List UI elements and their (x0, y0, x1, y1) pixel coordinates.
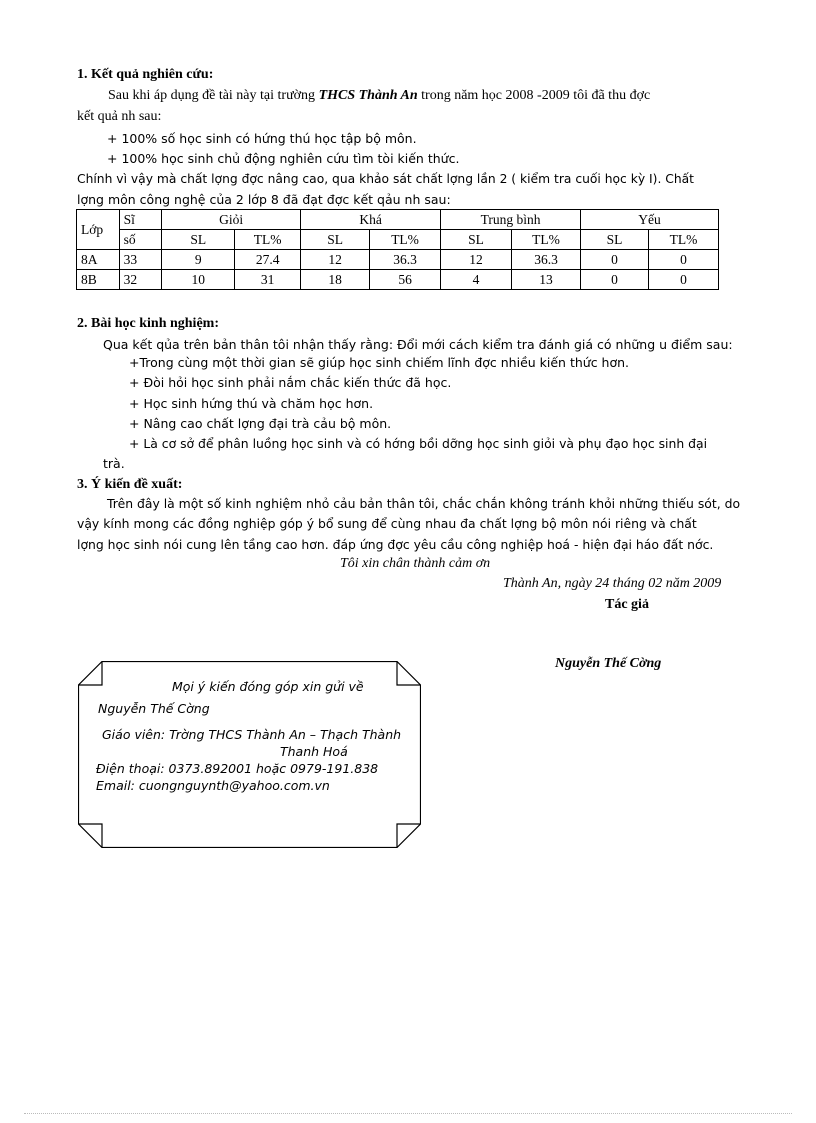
contact-phone: Điện thoại: 0373.892001 hoặc 0979-191.838 (96, 761, 379, 776)
cell-value: 56 (370, 270, 441, 290)
lesson-bullet-3: + Học sinh hứng thú và chăm học hơn. (129, 396, 374, 411)
author-label: Tác giả (605, 597, 649, 612)
contact-email[interactable]: Email: cuongnguynth@yahoo.com.vn (96, 778, 330, 793)
cell-si-so: 33 (119, 250, 162, 270)
result-bullet-2: + 100% học sinh chủ động nghiên cứu tìm tòi kiến thức. (107, 151, 460, 166)
contact-job-line1: Giáo viên: Trờng THCS Thành An – Thạch Thành (102, 727, 402, 742)
table-header-row-2 (77, 230, 719, 250)
cell-value: 0 (648, 250, 718, 270)
date-line: Thành An, ngày 24 tháng 02 năm 2009 (503, 576, 722, 591)
table-row (77, 270, 719, 290)
contact-title: Mọi ý kiến đóng góp xin gửi về (172, 679, 364, 694)
cell-value: 0 (648, 270, 718, 290)
cell-value: 10 (162, 270, 235, 290)
cell-value: 27.4 (235, 250, 301, 270)
header-lop: Lớp (77, 210, 120, 250)
contact-name: Nguyễn Thế Cờng (98, 701, 210, 716)
sub-header: TL% (370, 230, 441, 250)
table-header-row-1 (77, 210, 719, 230)
cell-value: 18 (301, 270, 370, 290)
p1-text-a: Sau khi áp dụng đề tài này tại trường (108, 88, 319, 103)
cell-value: 0 (581, 250, 649, 270)
lesson-bullet-1: +Trong cùng một thời gian sẽ giúp học sinh chiếm lĩnh đợc nhiều kiến thức hơn. (129, 355, 630, 370)
sub-header: SL (162, 230, 235, 250)
cell-lop: 8A (77, 250, 120, 270)
table-row (77, 250, 719, 270)
section-1-paragraph-line2: kết quả nh sau: (77, 109, 162, 124)
cell-si-so: 32 (119, 270, 162, 290)
contact-box (78, 661, 421, 848)
p1-text-b: trong năm học 2008 -2009 tôi đã thu đợc (417, 88, 651, 103)
cell-value: 36.3 (370, 250, 441, 270)
section-1-summary-line1: Chính vì vậy mà chất lợng đợc nâng cao, qua khảo sát chất lợng lần 2 ( kiểm tra cuối học kỳ I). Chất (77, 172, 695, 186)
header-trung-binh: Trung bình (441, 210, 581, 230)
thanks-line: Tôi xin chân thành cảm ơn (340, 556, 491, 571)
header-gioi: Giỏi (162, 210, 301, 230)
sub-header: SL (581, 230, 649, 250)
contact-job-line2: Thanh Hoá (280, 744, 348, 759)
cell-value: 36.3 (512, 250, 581, 270)
sub-header: SL (441, 230, 512, 250)
cell-value: 0 (581, 270, 649, 290)
cell-value: 12 (441, 250, 512, 270)
lesson-bullet-5-line2: trà. (103, 456, 125, 471)
cell-lop: 8B (77, 270, 120, 290)
author-name: Nguyễn Thế Cờng (555, 656, 662, 671)
school-name: THCS Thành An (318, 88, 418, 103)
proposal-line-3: lợng học sinh nói cung lên tầng cao hơn. đáp ứng đợc yêu cầu công nghiệp hoá - hiện đại háo đất nớc. (77, 537, 714, 552)
header-kha: Khá (301, 210, 441, 230)
header-si-1: Sĩ (119, 210, 162, 230)
lesson-bullet-5-line1: + Là cơ sở để phân luồng học sinh và có hớng bồi dỡng học sinh giỏi và phụ đạo học sinh đại (129, 436, 708, 451)
section-1-heading: 1. Kết quả nghiên cứu: (77, 67, 214, 82)
results-table (76, 209, 719, 290)
header-yeu: Yếu (581, 210, 719, 230)
sub-header: SL (301, 230, 370, 250)
sub-header: TL% (512, 230, 581, 250)
lesson-bullet-4: + Nâng cao chất lợng đại trà cảu bộ môn. (129, 416, 392, 431)
result-bullet-1: + 100% số học sinh có hứng thú học tập bộ môn. (107, 131, 417, 146)
cell-value: 4 (441, 270, 512, 290)
section-2-intro: Qua kết qủa trên bản thân tôi nhận thấy rằng: Đổi mới cách kiểm tra đánh giá có những u điểm sau: (103, 337, 733, 352)
cell-value: 31 (235, 270, 301, 290)
page-bottom-divider (24, 1113, 792, 1114)
cell-value: 12 (301, 250, 370, 270)
proposal-line-2: vậy kính mong các đồng nghiệp góp ý bổ sung để cùng nhau đa chất lợng bộ môn nói riêng và chất (77, 516, 697, 531)
cell-value: 13 (512, 270, 581, 290)
proposal-line-1: Trên đây là một số kinh nghiệm nhỏ cảu bản thân tôi, chắc chắn không tránh khỏi những thiếu sót, do (107, 496, 741, 511)
sub-header: TL% (235, 230, 301, 250)
header-si-2: số (119, 230, 162, 250)
section-3-heading: 3. Ý kiến đề xuất: (77, 477, 183, 492)
sub-header: TL% (648, 230, 718, 250)
section-1-summary-line2: lợng môn công nghệ của 2 lớp 8 đã đạt đợc kết qảu nh sau: (77, 192, 451, 207)
lesson-bullet-2: + Đòi hỏi học sinh phải nắm chắc kiến thức đã học. (129, 375, 452, 390)
section-2-heading: 2. Bài học kinh nghiệm: (77, 316, 219, 331)
section-1-paragraph-line1 (108, 88, 650, 104)
cell-value: 9 (162, 250, 235, 270)
